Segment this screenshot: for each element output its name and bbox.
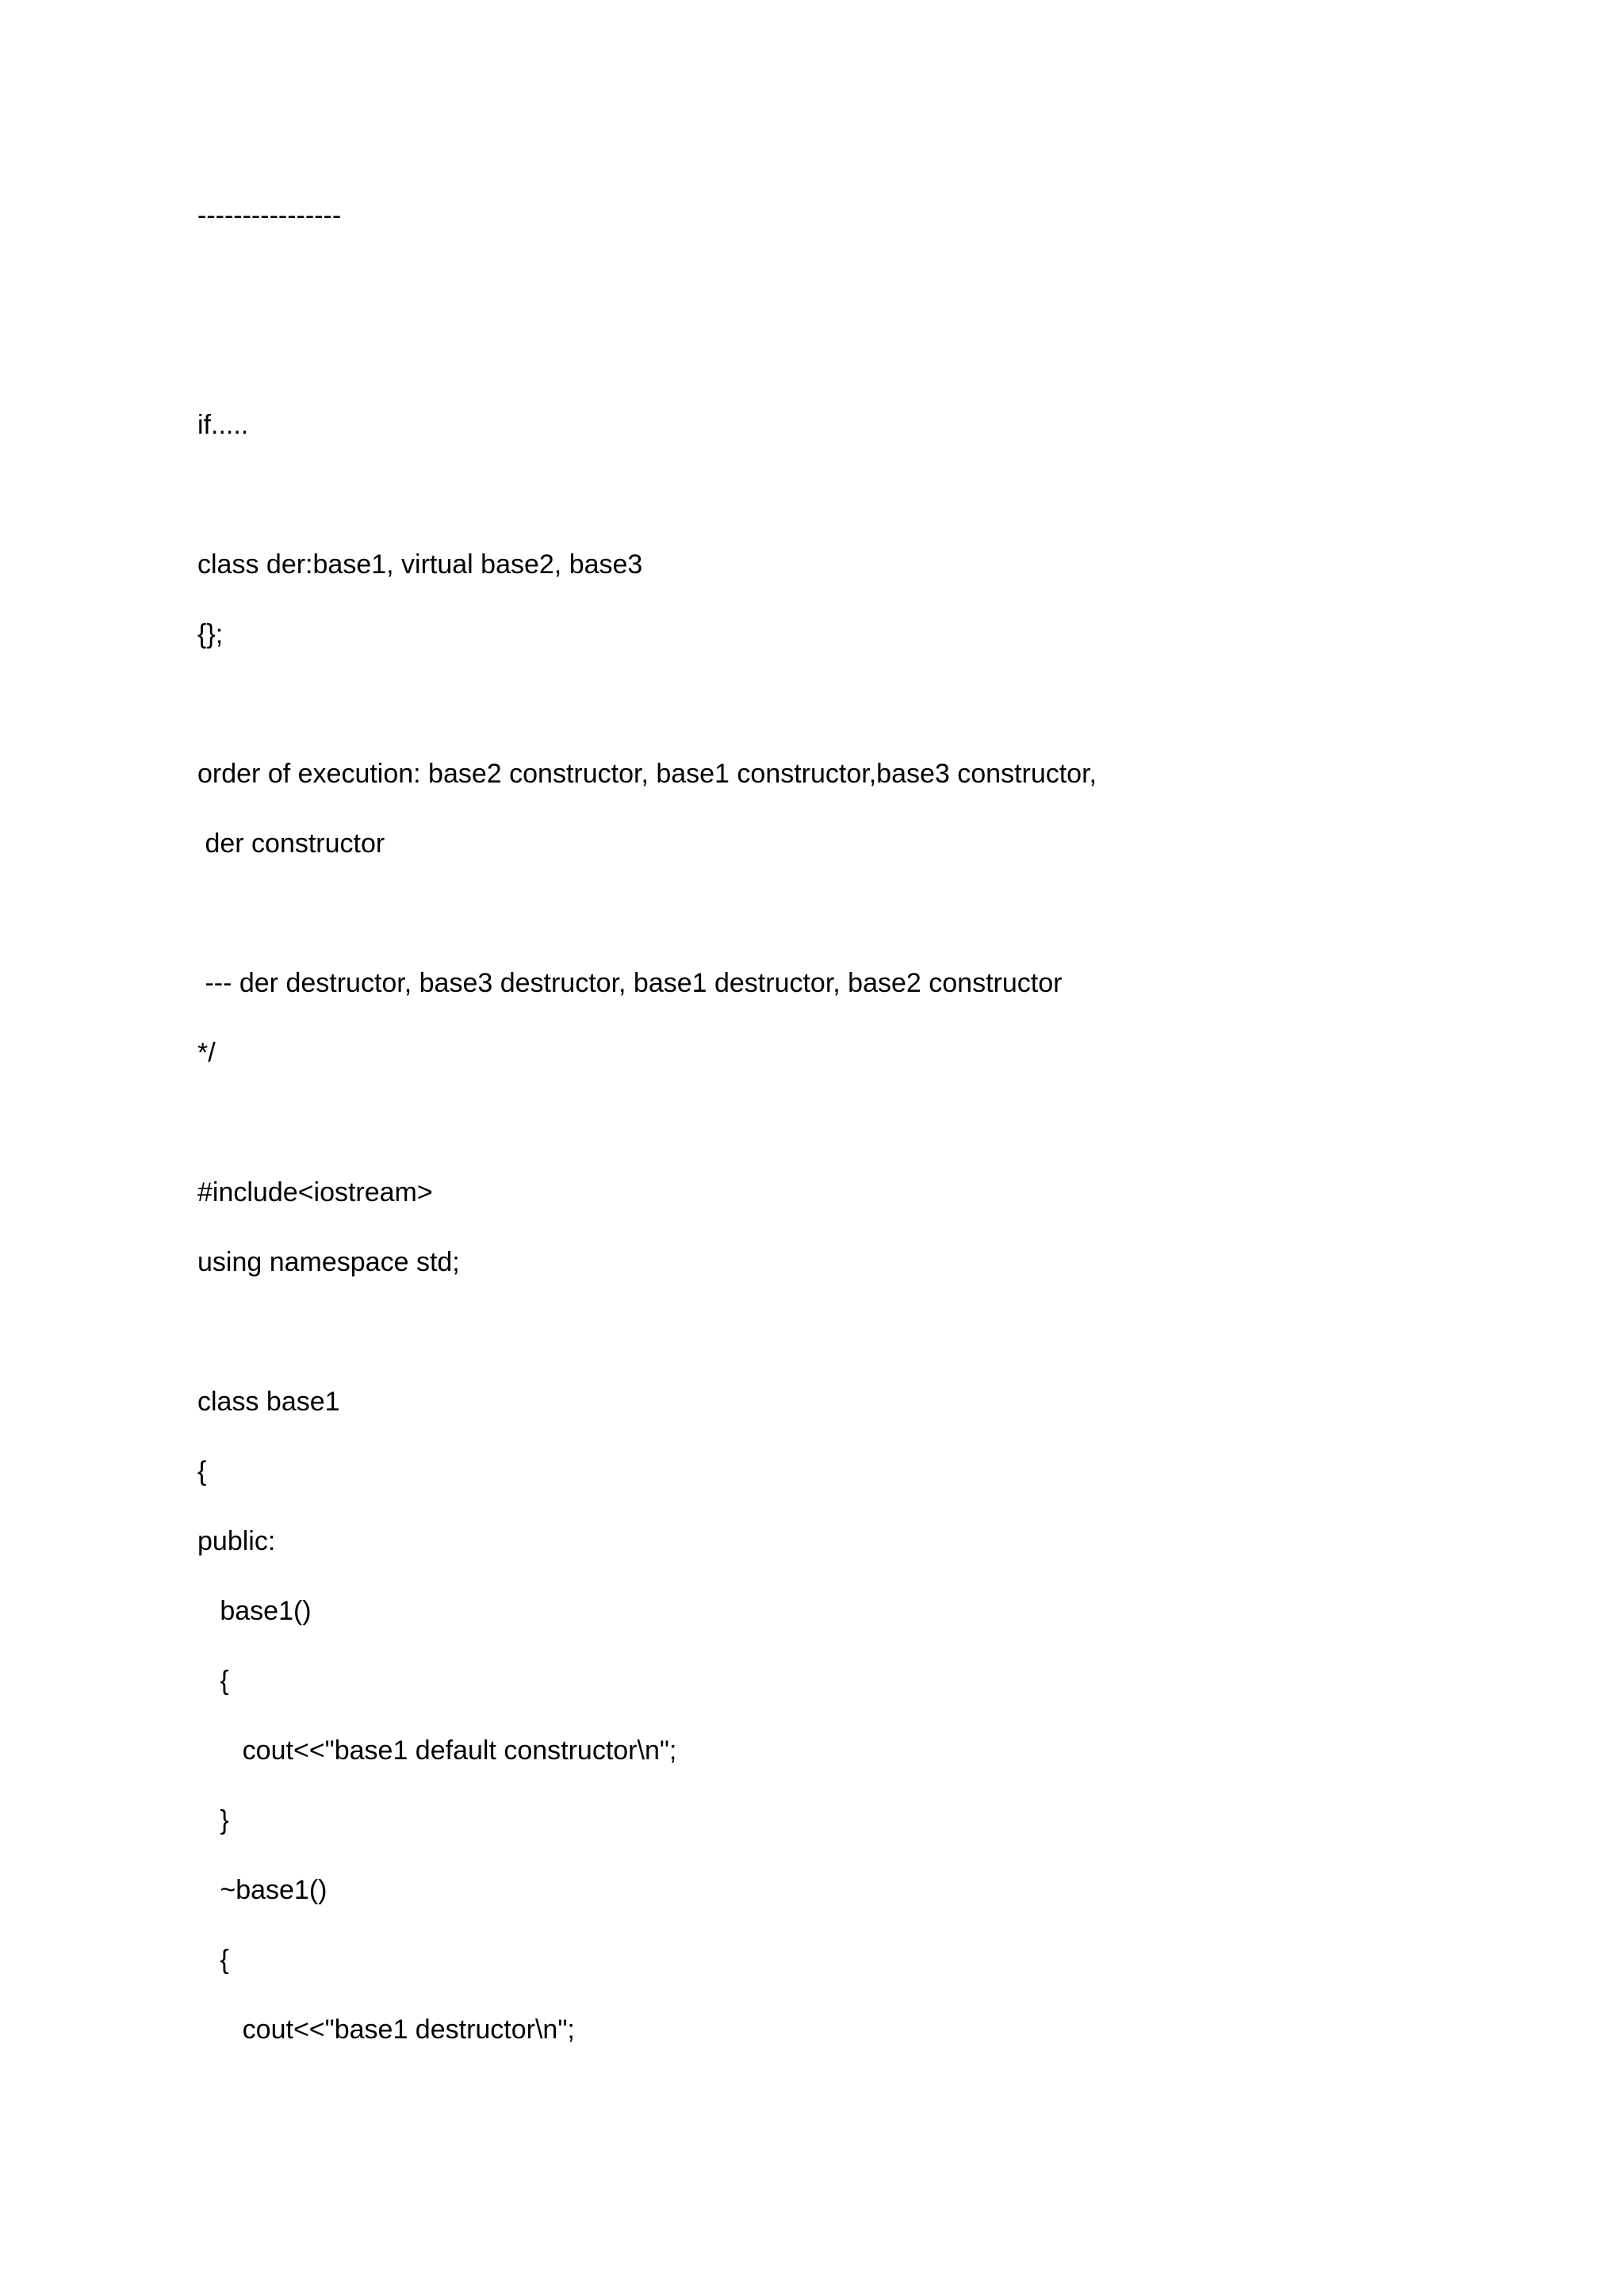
text-line: order of execution: base2 constructor, base1 constructor,base3 constructor, [197, 759, 1097, 789]
code-line: */ [197, 1038, 216, 1068]
code-line: {}; [197, 619, 224, 649]
code-line: base1() [197, 1596, 312, 1626]
code-line: using namespace std; [197, 1247, 460, 1277]
code-line: } [197, 1805, 229, 1835]
code-line: public: [197, 1526, 276, 1556]
text-line: der constructor [197, 828, 385, 859]
separator-line: ---------------- [197, 201, 342, 231]
code-line: cout<<"base1 default constructor\n"; [197, 1735, 677, 1766]
code-line: class der:base1, virtual base2, base3 [197, 549, 643, 580]
code-line: #include<iostream> [197, 1177, 433, 1207]
code-line: { [197, 1666, 229, 1696]
code-line: { [197, 1456, 207, 1487]
code-line: class base1 [197, 1387, 340, 1417]
text-line: if..... [197, 410, 249, 440]
text-line: --- der destructor, base3 destructor, base1 destructor, base2 constructor [197, 968, 1063, 998]
code-line: ~base1() [197, 1875, 327, 1905]
code-line: cout<<"base1 destructor\n"; [197, 2015, 575, 2045]
code-line: { [197, 1945, 229, 1975]
